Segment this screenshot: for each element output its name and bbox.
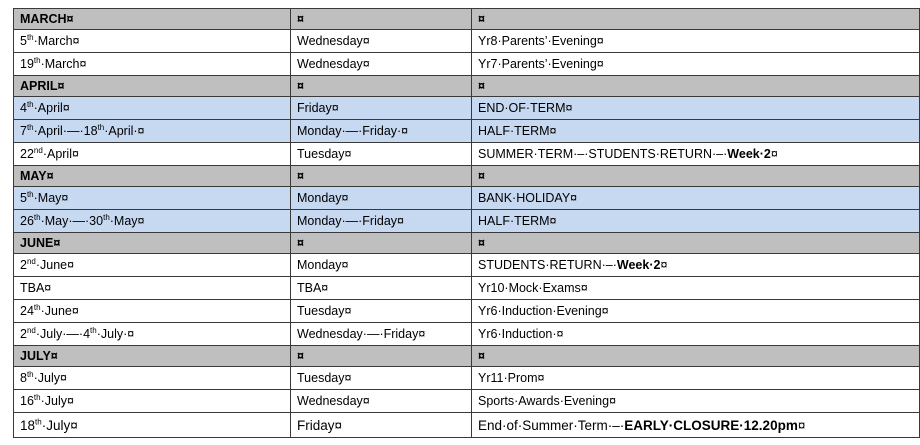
event-cell: Yr11·Prom¤	[472, 367, 920, 390]
event-cell: Yr8·Parents’·Evening¤	[472, 30, 920, 53]
day-cell: ¤	[291, 166, 472, 187]
day-cell: Tuesday¤	[291, 367, 472, 390]
event-cell: HALF·TERM¤	[472, 210, 920, 233]
day-cell: ¤	[291, 233, 472, 254]
event-cell: ¤	[472, 346, 920, 367]
holiday-row	[14, 97, 920, 120]
date-cell: 5th·March¤	[14, 30, 291, 53]
event-cell: BANK·HOLIDAY¤	[472, 187, 920, 210]
month-name-cell: MAY¤	[14, 166, 291, 187]
table-row	[14, 53, 920, 76]
date-cell: TBA¤	[14, 277, 291, 300]
day-cell: Tuesday¤	[291, 300, 472, 323]
day-cell: Monday¤	[291, 187, 472, 210]
date-cell: 4th·April¤	[14, 97, 291, 120]
date-cell: 22nd·April¤	[14, 143, 291, 166]
day-cell: Friday¤	[291, 413, 472, 438]
table-row	[14, 390, 920, 413]
table-row	[14, 413, 920, 438]
event-cell: Yr6·Induction·¤	[472, 323, 920, 346]
day-cell: Monday¤	[291, 254, 472, 277]
date-cell: 7th·April·—·18th·April·¤	[14, 120, 291, 143]
day-cell: Wednesday·—·Friday¤	[291, 323, 472, 346]
holiday-row	[14, 120, 920, 143]
day-cell: ¤	[291, 346, 472, 367]
event-cell: SUMMER·TERM·–·STUDENTS·RETURN·–·Week·2¤	[472, 143, 920, 166]
date-cell: 5th·May¤	[14, 187, 291, 210]
day-cell: Monday·—·Friday¤	[291, 210, 472, 233]
month-header-row	[14, 233, 920, 254]
table-row	[14, 30, 920, 53]
event-cell: END·OF·TERM¤	[472, 97, 920, 120]
holiday-row	[14, 210, 920, 233]
day-cell: Monday·—·Friday·¤	[291, 120, 472, 143]
date-cell: 8th·July¤	[14, 367, 291, 390]
term-dates-table	[13, 8, 920, 438]
date-cell: 16th·July¤	[14, 390, 291, 413]
date-cell: 18th·July¤	[14, 413, 291, 438]
event-cell: Yr7·Parents’·Evening¤	[472, 53, 920, 76]
day-cell: Wednesday¤	[291, 53, 472, 76]
month-name-cell: JULY¤	[14, 346, 291, 367]
event-cell: HALF·TERM¤	[472, 120, 920, 143]
month-header-row	[14, 166, 920, 187]
day-cell: Friday¤	[291, 97, 472, 120]
event-cell: Yr10·Mock·Exams¤	[472, 277, 920, 300]
month-header-row	[14, 346, 920, 367]
table-row	[14, 143, 920, 166]
day-cell: ¤	[291, 9, 472, 30]
day-cell: Tuesday¤	[291, 143, 472, 166]
month-name-cell: JUNE¤	[14, 233, 291, 254]
day-cell: ¤	[291, 76, 472, 97]
holiday-row	[14, 187, 920, 210]
event-cell: STUDENTS·RETURN·–·Week·2¤	[472, 254, 920, 277]
date-cell: 26th·May·—·30th·May¤	[14, 210, 291, 233]
month-header-row	[14, 9, 920, 30]
month-header-row	[14, 76, 920, 97]
event-cell: ¤	[472, 166, 920, 187]
table-row	[14, 367, 920, 390]
event-cell: Yr6·Induction·Evening¤	[472, 300, 920, 323]
table-row	[14, 300, 920, 323]
table-row	[14, 277, 920, 300]
event-cell: Sports·Awards·Evening¤	[472, 390, 920, 413]
date-cell: 2nd·June¤	[14, 254, 291, 277]
day-cell: Wednesday¤	[291, 390, 472, 413]
month-name-cell: APRIL¤	[14, 76, 291, 97]
event-cell: ¤	[472, 233, 920, 254]
event-cell: ¤	[472, 76, 920, 97]
event-cell: End·of·Summer·Term·–·EARLY·CLOSURE·12.20pm¤	[472, 413, 920, 438]
date-cell: 2nd·July·—·4th·July·¤	[14, 323, 291, 346]
calendar-document	[13, 8, 920, 438]
table-row	[14, 254, 920, 277]
day-cell: TBA¤	[291, 277, 472, 300]
event-cell: ¤	[472, 9, 920, 30]
table-row	[14, 323, 920, 346]
day-cell: Wednesday¤	[291, 30, 472, 53]
date-cell: 24th·June¤	[14, 300, 291, 323]
month-name-cell: MARCH¤	[14, 9, 291, 30]
date-cell: 19th·March¤	[14, 53, 291, 76]
